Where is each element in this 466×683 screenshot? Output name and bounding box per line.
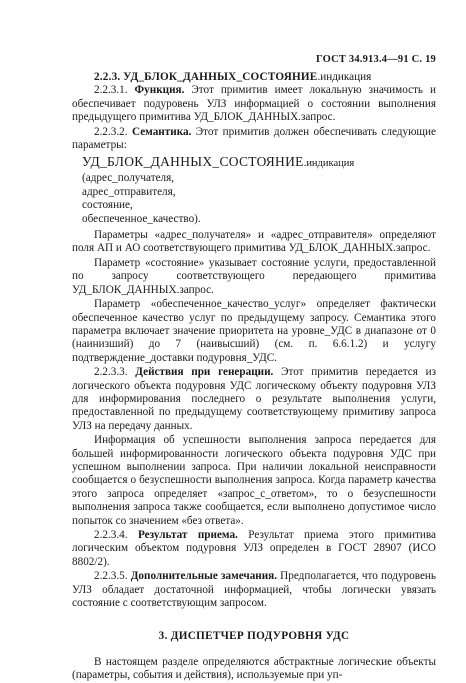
section-number: 2.2.3.3. <box>94 366 128 379</box>
section-text: Этот примитив имеет локальную значимость и обеспечивает подуровень УЛЗ информацией о состоянии выполнения предыдущего примитива УД_БЛОК_ДАННЫХ.запрос. <box>72 84 436 124</box>
section-label: Семантика. <box>131 125 192 138</box>
parameter-item: обеспеченное_качество). <box>82 212 201 225</box>
parameter-list <box>82 154 436 226</box>
section-text: Результат приема этого примитива логическим объектом подуровня УЛЗ определен в ГОСТ 28907 (ИСО 8802/2). <box>72 529 436 568</box>
paragraph: Информация об успешности выполнения запроса передается для большей информированности логического объекта подуровня УДС при успешном выполнении запроса. При наличии локальной неисправности сообщается о безуспешности выполнения запроса. Когда параметр качества этого запроса определяет «запрос_с_ответом», то о безуспешности выполнения запроса также сообщается, если выполнено допустимое число попыток со значением «без ответа». <box>72 434 436 527</box>
parameter-primitive <box>82 154 436 172</box>
heading-primitive: УД_БЛОК_ДАННЫХ_СОСТОЯНИЕ <box>123 71 318 83</box>
section-2-2-3-2 <box>72 126 436 153</box>
paragraph: Параметр «состояние» указывает состояние услуги, предоставленной по запросу соответствующего передающего примитива УД_БЛОК_ДАННЫХ.запрос. <box>72 256 436 296</box>
paragraph: Параметр «обеспеченное_качество_услуг» определяет фактически обеспеченное качество услуг по предыдущему запросу. Семантика этого параметра включает значение приоритета на уровне_УДС в диапазоне от 0 (наинизший) до 7 (наивысший) (см. п. 6.6.1.2) и услугу подтверждение_доставки подуровня_УДС. <box>72 298 436 364</box>
section-2-2-3-3 <box>72 366 436 433</box>
primitive-name: УД_БЛОК_ДАННЫХ_СОСТОЯНИЕ <box>82 154 304 170</box>
section-label: Результат приема. <box>137 529 238 541</box>
section-2-2-3-1 <box>72 84 436 124</box>
parameter-item: адрес_отправителя, <box>82 185 176 198</box>
section-3-title: 3. ДИСПЕТЧЕР ПОДУРОВНЯ УДС <box>158 630 350 643</box>
section-number: 2.2.3.5. <box>94 570 128 583</box>
document-body <box>72 71 436 683</box>
section-text: Этот примитив передается из логического объекта подуровня УДС логическому объекту подуровня УЛЗ для информирования последнего о результате выполнения услуги, предоставленной по предыдущему соответствующему примитиву запроса УЛЗ на передачу данных. <box>72 366 436 432</box>
page-header: ГОСТ 34.913.4—91 С. 19 <box>315 54 436 65</box>
paragraph: Параметры «адрес_получателя» и «адрес_отправителя» определяют поля АП и АО соответствующего примитива УД_БЛОК_ДАННЫХ.запрос. <box>72 229 436 255</box>
section-3-text: В настоящем разделе определяются абстрактные логические объекты (параметры, события и действия), используемые при уп- <box>72 655 436 682</box>
section-number: 2.2.3.1. <box>94 84 128 97</box>
section-number: 2.2.3.4. <box>94 529 128 541</box>
section-2-2-3-4 <box>72 529 436 569</box>
primitive-suffix: .индикация <box>303 158 355 170</box>
section-text: Этот примитив должен обеспечивать следующие параметры: <box>72 125 436 152</box>
heading-suffix: .индикация <box>317 71 372 83</box>
section-label: Дополнительные замечания. <box>130 570 278 583</box>
section-label: Функция. <box>134 84 185 97</box>
parameter-item: (адрес_получателя, <box>82 172 175 185</box>
parameter-item: состояние, <box>82 199 133 212</box>
section-2-2-3-5 <box>72 570 436 610</box>
section-label: Действия при генерации. <box>135 366 274 379</box>
section-text: Предполагается, что подуровень УЛЗ обладает достаточной информацией, чтобы логически увязать состояние с соответствующим запросом. <box>72 570 437 610</box>
heading-number: 2.2.3. <box>94 71 121 83</box>
section-number: 2.2.3.2. <box>94 125 128 138</box>
heading-2-2-3 <box>72 71 436 84</box>
